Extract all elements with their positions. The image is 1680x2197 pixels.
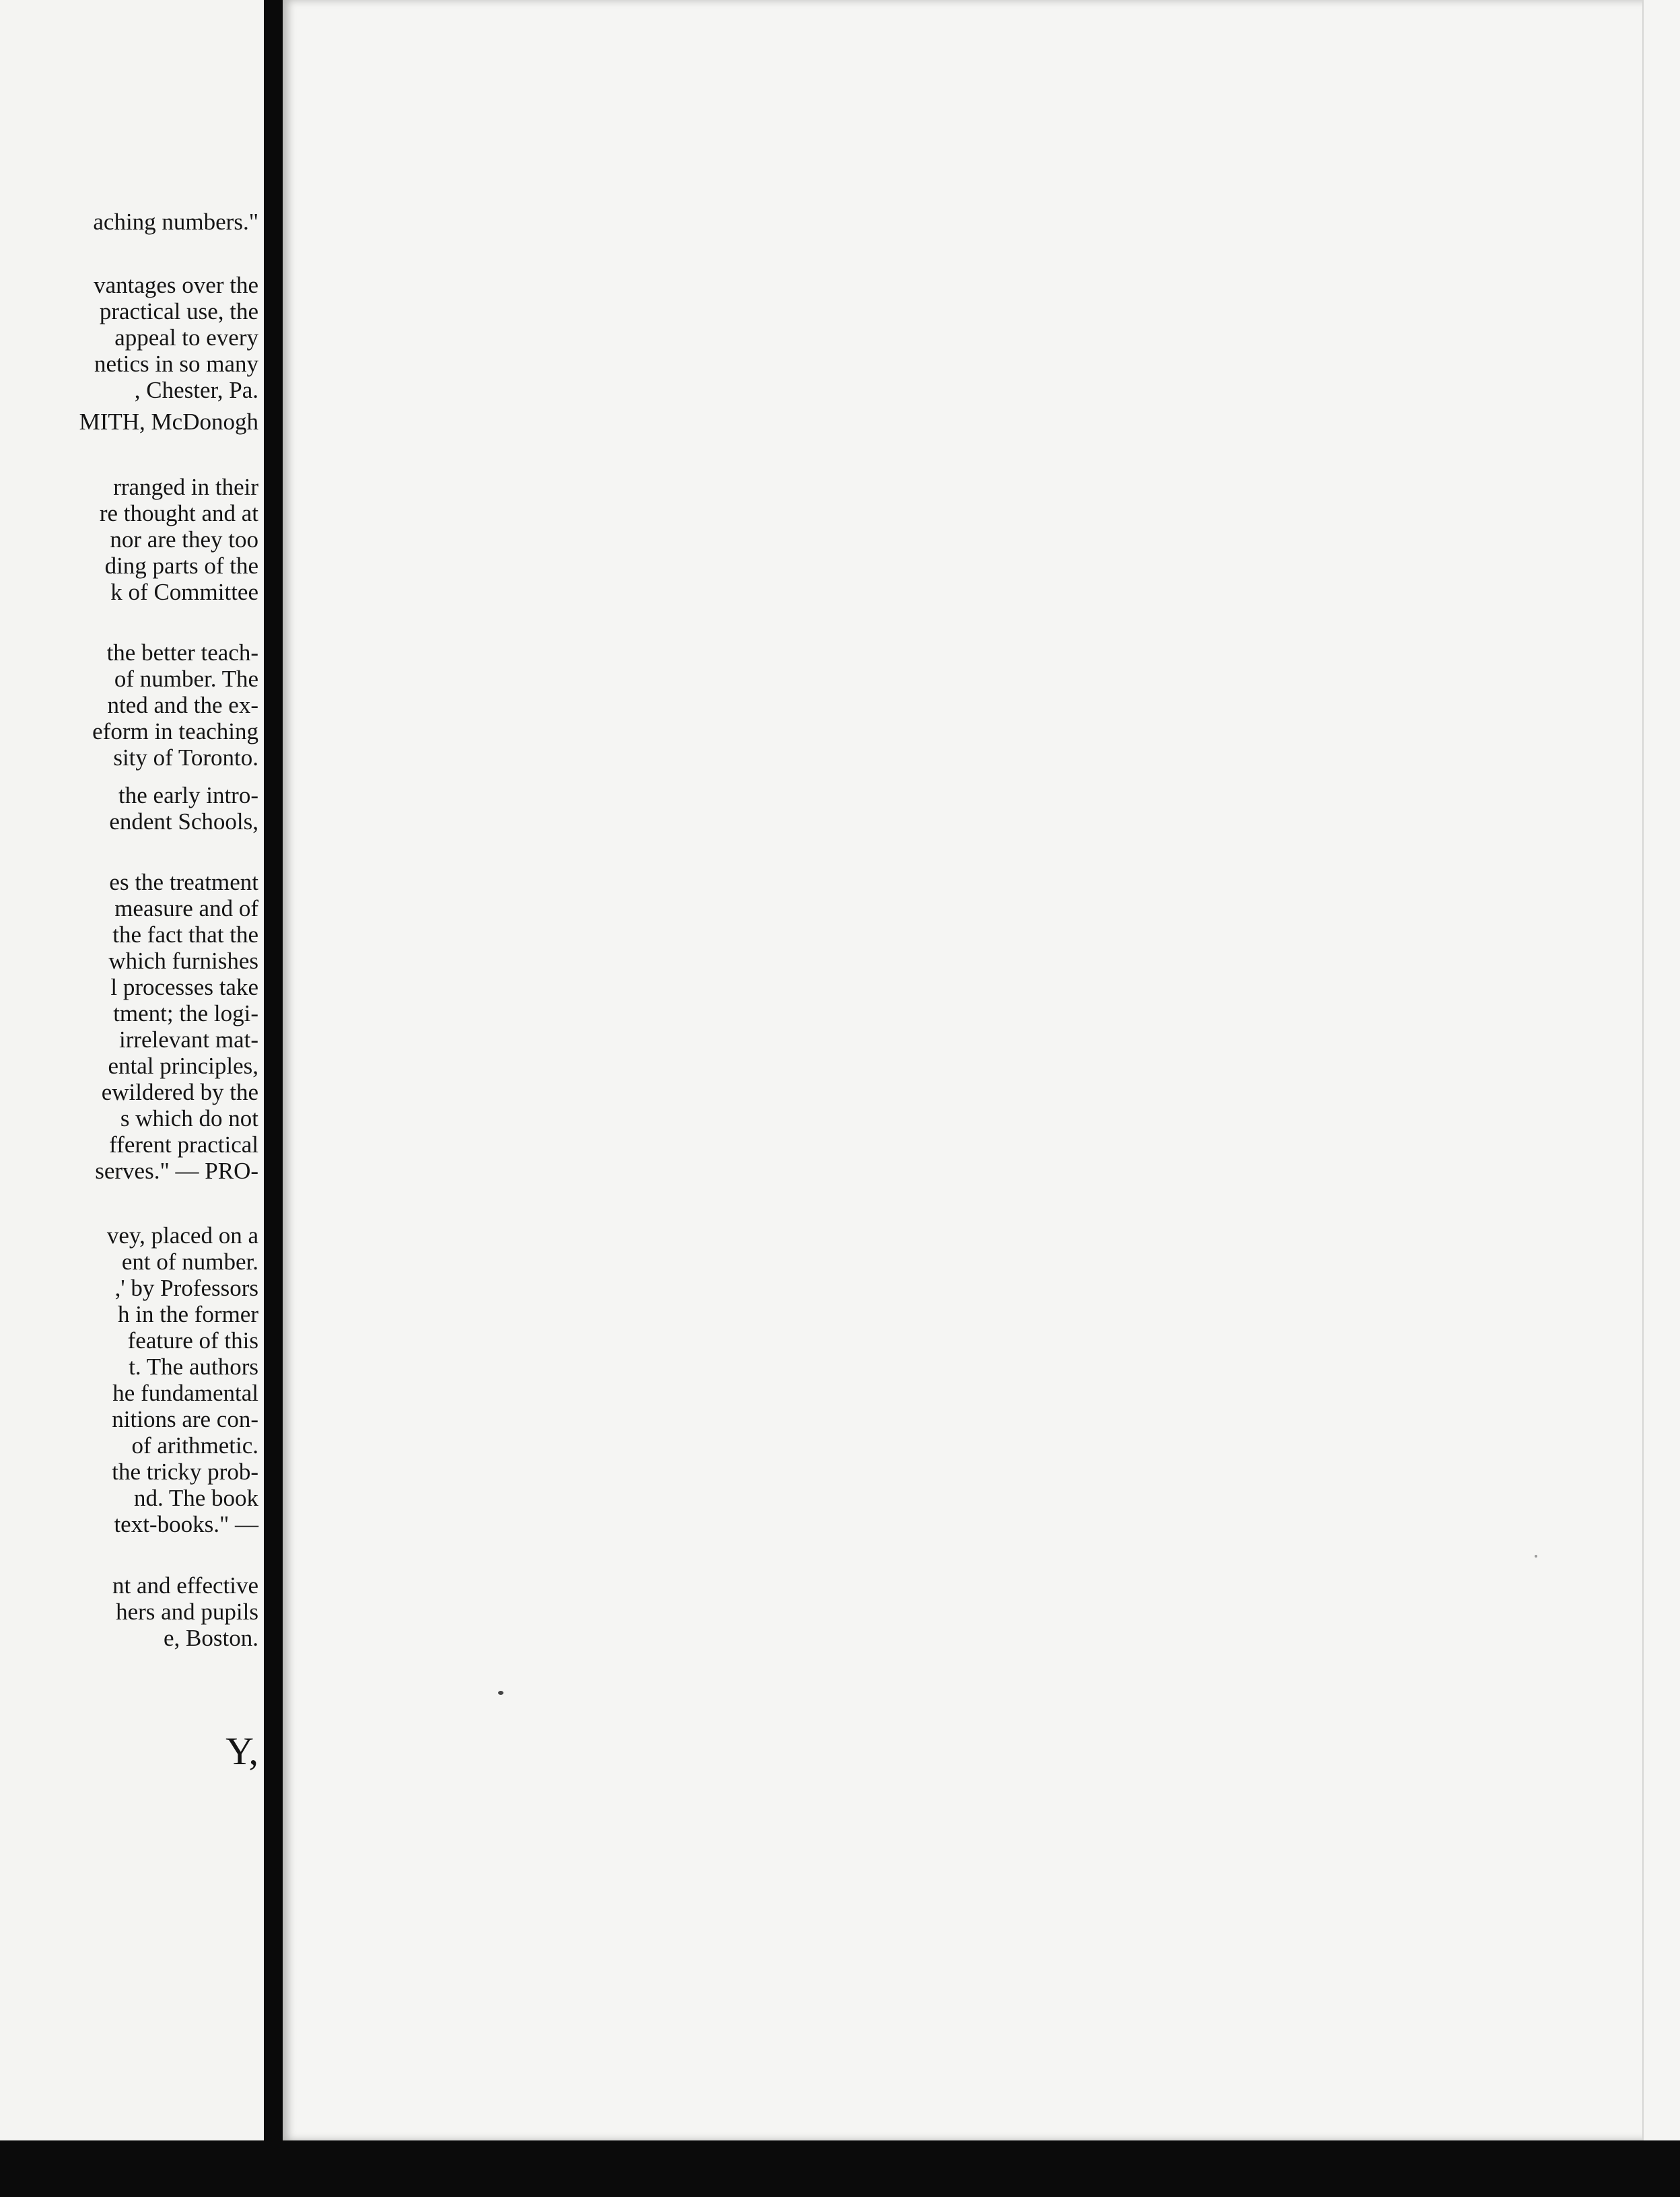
text-line: nitions are con- (112, 1406, 258, 1432)
text-line: Y, (225, 1729, 258, 1773)
text-line: vantages over the (94, 272, 258, 298)
text-line: ewildered by the (101, 1079, 258, 1105)
text-line: the better teach- (106, 639, 258, 666)
text-line: feature of this (127, 1327, 258, 1354)
text-line: k of Committee (110, 579, 258, 605)
text-line: netics in so many (94, 351, 258, 377)
text-line: fferent practical (109, 1131, 258, 1158)
text-line: MITH, McDonogh (79, 409, 258, 435)
text-line: serves." — PRO- (95, 1158, 258, 1184)
text-line: , Chester, Pa. (134, 377, 258, 403)
text-line: of number. The (114, 666, 258, 692)
text-line: e, Boston. (164, 1625, 258, 1651)
text-line: ,' by Professors (114, 1275, 258, 1301)
text-line: the fact that the (112, 921, 258, 948)
text-line: sity of Toronto. (113, 744, 258, 771)
scan-speck (498, 1691, 503, 1695)
text-line: of arithmetic. (131, 1432, 258, 1459)
text-line: eform in teaching (92, 718, 258, 744)
text-line: practical use, the (99, 298, 258, 324)
text-line: vey, placed on a (106, 1222, 258, 1249)
text-line: h in the former (118, 1301, 258, 1327)
text-line: tment; the logi- (113, 1000, 258, 1026)
text-line: he fundamental (112, 1380, 258, 1406)
left-page (0, 0, 264, 2140)
text-line: ent of number. (121, 1249, 258, 1275)
text-line: hers and pupils (116, 1599, 258, 1625)
right-page-blank (283, 0, 1680, 2140)
text-line: irrelevant mat- (119, 1026, 258, 1053)
text-line: re thought and at (99, 500, 258, 526)
text-line: nted and the ex- (107, 692, 258, 718)
scan-speck (1535, 1555, 1537, 1558)
text-line: text-books." — (114, 1511, 258, 1537)
text-line: aching numbers." (93, 209, 258, 235)
text-line: nt and effective (112, 1572, 258, 1599)
text-line: ental principles, (108, 1053, 258, 1079)
text-line: appeal to every (114, 324, 258, 351)
book-gutter (264, 0, 283, 2197)
text-line: es the treatment (109, 869, 258, 895)
text-line: rranged in their (113, 474, 258, 500)
text-line: nor are they too (110, 526, 258, 553)
right-page-edge (1642, 0, 1680, 2140)
text-line: endent Schools, (109, 808, 258, 835)
text-line: which furnishes (108, 948, 258, 974)
text-line: nd. The book (133, 1485, 258, 1511)
text-line: the tricky prob- (112, 1459, 258, 1485)
text-line: measure and of (114, 895, 258, 921)
text-line: l processes take (110, 974, 258, 1000)
text-line: the early intro- (118, 782, 258, 808)
text-line: t. The authors (129, 1354, 258, 1380)
bottom-scan-edge (0, 2140, 1680, 2197)
text-line: s which do not (120, 1105, 258, 1131)
text-line: ding parts of the (104, 553, 258, 579)
